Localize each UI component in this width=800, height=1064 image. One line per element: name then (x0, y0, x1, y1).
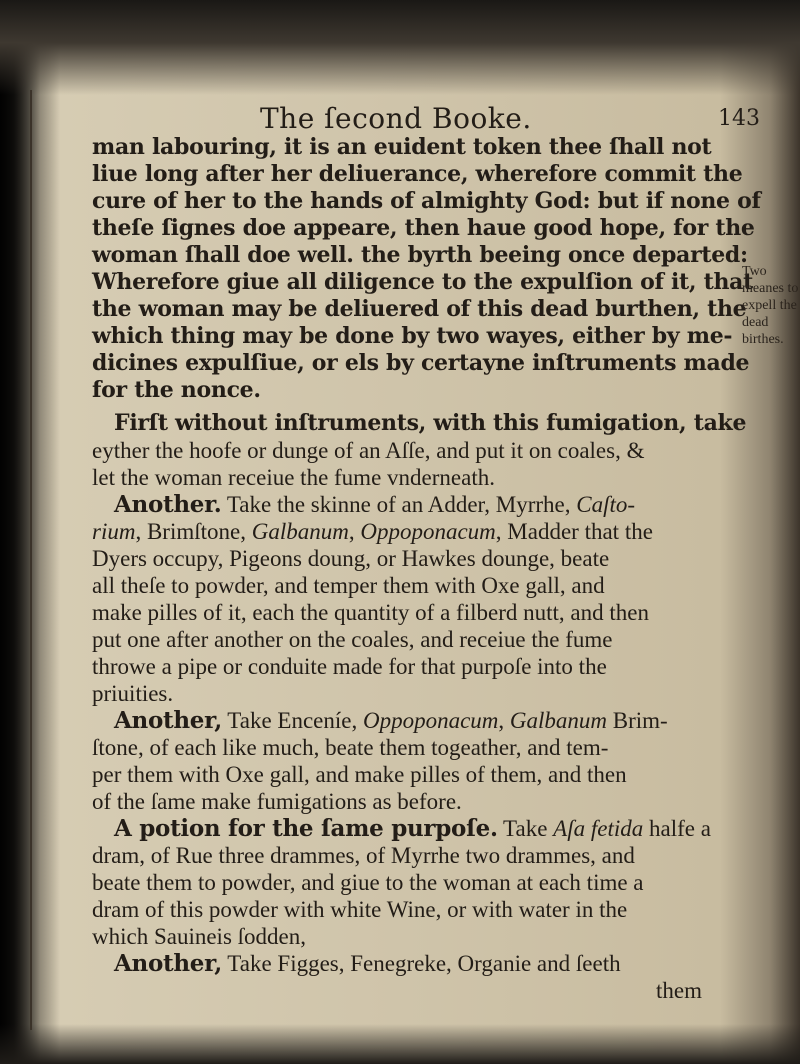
binding-edge-line (30, 90, 32, 1030)
body-text (92, 134, 761, 1004)
text-line: per them with Oxe gall, and make pilles of them, and then (92, 762, 627, 787)
text-line: let the woman receiue the fume vnderneath. (92, 465, 495, 490)
section-heading: A potion for the ſame purpoſe. (114, 815, 498, 842)
margin-note-line: meanes to (742, 281, 799, 296)
text-line: liue long after her deliuerance, wherefore commit the (92, 161, 743, 187)
catchword: them (656, 978, 702, 1003)
text-line: dram, of Rue three drammes, of Myrrhe two drammes, and (92, 843, 635, 868)
text-line: priuities. (92, 681, 174, 706)
paragraph-1 (92, 134, 761, 404)
text-line: ſtone, of each like much, beate them togeather, and tem- (92, 735, 609, 760)
text-line: man labouring, it is an euident token thee ſhall not (92, 134, 712, 160)
text-line: which thing may be done by two wayes, either by me- (92, 323, 733, 349)
margin-note-line: expell the (742, 298, 797, 313)
text-line: for the nonce. (92, 377, 261, 403)
text-line: make pilles of it, each the quantity of a filberd nutt, and then (92, 600, 649, 625)
text-line: rium, Brimſtone, Galbanum, Oppoponacum, Madder that the (92, 519, 653, 544)
text-line: theſe ſignes doe appeare, then haue good hope, for the (92, 215, 755, 241)
text-line: woman ſhall doe well. the byrth beeing once departed: (92, 242, 748, 268)
page-top-edge (0, 0, 800, 95)
text-line: eyther the hoofe or dunge of an Aſſe, and put it on coales, & (92, 438, 645, 463)
text-line: dicines expulſiue, or els by certayne inſtruments made (92, 350, 750, 376)
margin-note-line: dead (742, 315, 769, 330)
text-line: A potion for the ſame purpoſe. Take Aſa fetida halfe a (114, 815, 711, 842)
text-line: of the ſame make fumigations as before. (92, 789, 462, 814)
paragraph-3 (92, 491, 712, 707)
text-line: all theſe to powder, and temper them with Oxe gall, and (92, 573, 605, 598)
text-line: Wherefore giue all diligence to the expulſion of it, that (92, 269, 753, 295)
paragraph-6 (92, 950, 712, 1004)
margin-note-line: Two (742, 264, 767, 279)
section-heading: Another. (114, 491, 222, 518)
text-line: put one after another on the coales, and receiue the fume (92, 627, 613, 652)
paragraph-4 (92, 707, 712, 815)
text-line: Another, Take Figges, Fenegreke, Organie and ſeeth (114, 950, 621, 977)
text-line: Dyers occupy, Pigeons doung, or Hawkes dounge, beate (92, 546, 610, 571)
page-number: 143 (718, 106, 760, 131)
text-line: Another, Take Enceníe, Oppoponacum, Galbanum Brim- (114, 707, 668, 734)
running-title: The ſecond Booke. (260, 102, 532, 135)
section-heading: Another, (114, 950, 222, 977)
running-head (70, 100, 760, 136)
text-line: Another. Take the skinne of an Adder, Myrrhe, Caſto- (114, 491, 636, 518)
text-line: cure of her to the hands of almighty God: but if none of (92, 188, 761, 214)
text-line: throwe a pipe or conduite made for that purpoſe into the (92, 654, 607, 679)
text-line: which Sauineis ſodden, (92, 924, 306, 949)
page-bottom-edge (0, 1024, 800, 1064)
text-line: beate them to powder, and giue to the woman at each time a (92, 870, 644, 895)
margin-note-line: birthes. (742, 332, 784, 347)
paragraph-5 (92, 815, 712, 950)
paragraph-lead: Firſt without inſtruments, with this fumigation, take (114, 410, 747, 436)
text-line: the woman may be deliuered of this dead burthen, the (92, 296, 747, 322)
book-page (70, 100, 799, 1003)
margin-note (742, 263, 800, 348)
text-line: dram of this powder with white Wine, or with water in the (92, 897, 628, 922)
section-heading: Another, (114, 707, 222, 734)
paragraph-2 (92, 410, 747, 491)
